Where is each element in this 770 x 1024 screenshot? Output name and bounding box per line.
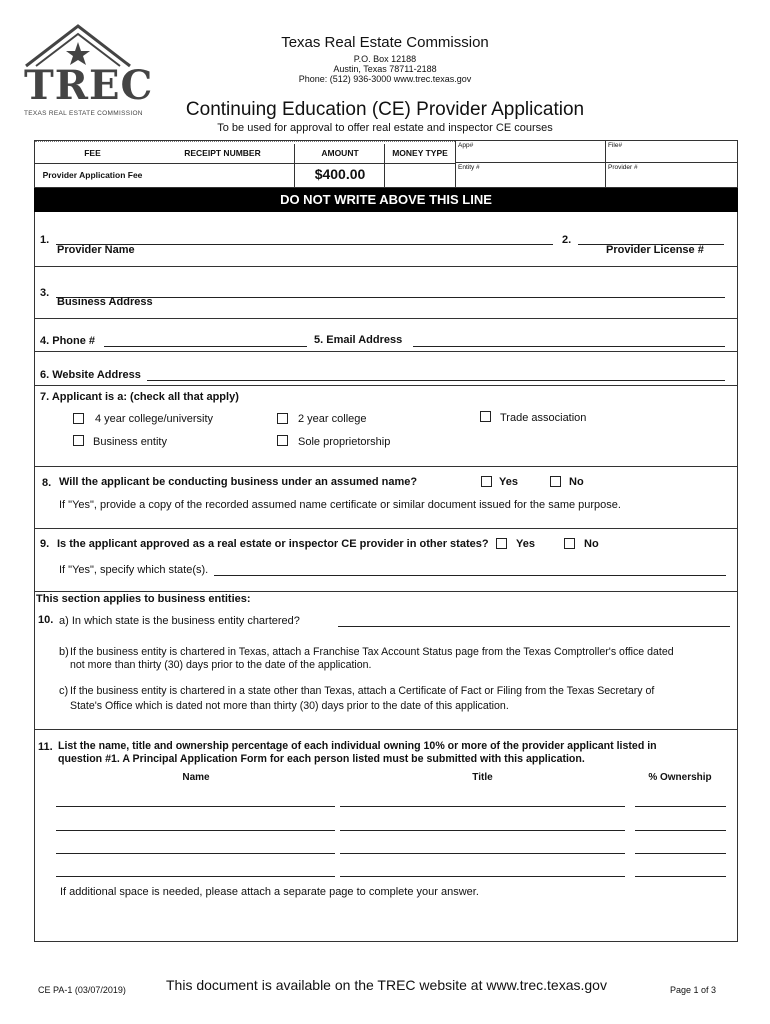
do-not-write-banner: DO NOT WRITE ABOVE THIS LINE [34, 188, 738, 212]
q8-no-label: No [569, 476, 584, 488]
q10-c-line1: If the business entity is chartered in a state other than Texas, attach a Certificate of Fact or Filing from the Texas Secretary of [70, 685, 655, 697]
q8-note: If "Yes", provide a copy of the recorded assumed name certificate or similar document issued for the same purpose. [59, 499, 621, 511]
col-ownership-header: % Ownership [648, 772, 712, 783]
business-address-input[interactable] [56, 297, 725, 298]
form-title: Continuing Education (CE) Provider Application [185, 99, 585, 120]
website-availability: This document is available on the TREC website at www.trec.texas.gov [166, 977, 607, 993]
receipt-number-cell[interactable] [151, 165, 293, 185]
owner-1-name-input[interactable] [56, 806, 335, 807]
money-type-cell[interactable] [386, 165, 454, 185]
website-label: 6. Website Address [40, 369, 141, 381]
q2-number: 2. [562, 234, 572, 246]
provider-number-label: Provider # [608, 164, 638, 171]
owner-4-title-input[interactable] [340, 876, 625, 877]
fee-table [34, 140, 738, 188]
q1-number: 1. [40, 234, 50, 246]
q10-number: 10. [38, 614, 54, 626]
trec-logo [22, 22, 154, 120]
amount-value: $400.00 [314, 166, 366, 182]
entity-number-label: Entity # [458, 164, 480, 171]
checkbox-sole-proprietorship[interactable] [277, 435, 288, 446]
q8-no-checkbox[interactable] [550, 476, 561, 487]
q11-line1: List the name, title and ownership percentage of each individual owning 10% or more of the provider applicant listed in [58, 740, 657, 752]
page-number: Page 1 of 3 [670, 985, 717, 995]
q11-line2: question #1. A Principal Application Form for each person listed must be submitted with this application. [58, 753, 585, 765]
option-business-entity: Business entity [93, 436, 167, 448]
owner-3-title-input[interactable] [340, 853, 625, 854]
q9-note: If "Yes", specify which state(s). [59, 564, 209, 576]
q11-note: If additional space is needed, please attach a separate page to complete your answer. [60, 886, 479, 898]
logo-text: TREC [24, 62, 154, 109]
phone-input[interactable] [104, 346, 307, 347]
q9-question: Is the applicant approved as a real estate or inspector CE provider in other states? [57, 538, 489, 550]
email-label: 5. Email Address [314, 334, 403, 346]
q10-b-line1: If the business entity is chartered in Texas, attach a Franchise Tax Account Status page from the Texas Comptroller's office dated [70, 646, 674, 658]
org-name: Texas Real Estate Commission [281, 34, 489, 51]
q10-b-prefix: b) [59, 646, 69, 658]
owner-3-name-input[interactable] [56, 853, 335, 854]
owner-3-ownership-input[interactable] [635, 853, 726, 854]
q3-number: 3. [40, 287, 50, 299]
q11-number: 11. [38, 741, 53, 753]
q9-yes-checkbox[interactable] [496, 538, 507, 549]
q9-states-input[interactable] [214, 575, 726, 576]
provider-name-label: Provider Name [57, 244, 135, 256]
checkbox-4yr-college[interactable] [73, 413, 84, 424]
q8-number: 8. [42, 477, 52, 489]
receipt-number-header: RECEIPT NUMBER [184, 148, 261, 158]
website-input[interactable] [147, 380, 725, 381]
amount-header: AMOUNT [321, 148, 359, 158]
fee-header: FEE [84, 148, 101, 158]
app-number-label: App# [458, 142, 474, 149]
owner-2-title-input[interactable] [340, 830, 625, 831]
charter-state-input[interactable] [338, 626, 730, 627]
address-line-2: Austin, Texas 78711-2188 [333, 64, 437, 74]
checkbox-2yr-college[interactable] [277, 413, 288, 424]
file-number-label: File# [608, 142, 623, 149]
option-2yr-college: 2 year college [298, 413, 367, 425]
fee-row-label: Provider Application Fee [42, 170, 143, 180]
form-id: CE PA-1 (03/07/2019) [38, 985, 126, 995]
option-trade-association: Trade association [500, 412, 587, 424]
q9-yes-label: Yes [516, 538, 535, 550]
business-section-heading: This section applies to business entities: [36, 593, 251, 605]
q10-b-line2: not more than thirty (30) days prior to the date of the application. [70, 659, 372, 671]
col-name-header: Name [182, 772, 210, 783]
option-4yr-college: 4 year college/university [95, 413, 214, 425]
option-sole-proprietorship: Sole proprietorship [298, 436, 391, 448]
q8-yes-checkbox[interactable] [481, 476, 492, 487]
q8-yes-label: Yes [499, 476, 518, 488]
col-title-header: Title [472, 772, 493, 783]
email-input[interactable] [413, 346, 725, 347]
q8-question: Will the applicant be conducting business under an assumed name? [59, 476, 418, 488]
q10-c-line2: State's Office which is dated not more than thirty (30) days prior to the date of this application. [70, 700, 509, 712]
applicant-type-label: 7. Applicant is a: (check all that apply) [40, 391, 239, 403]
owner-1-title-input[interactable] [340, 806, 625, 807]
contact-line: Phone: (512) 936-3000 www.trec.texas.gov [298, 74, 472, 84]
owner-4-ownership-input[interactable] [635, 876, 726, 877]
q10-c-prefix: c) [59, 685, 69, 697]
owner-2-ownership-input[interactable] [635, 830, 726, 831]
money-type-header: MONEY TYPE [392, 148, 448, 158]
business-address-label: Business Address [57, 296, 153, 308]
form-body [34, 212, 738, 942]
owner-4-name-input[interactable] [56, 876, 335, 877]
owner-2-name-input[interactable] [56, 830, 335, 831]
checkbox-trade-association[interactable] [480, 411, 491, 422]
logo-subtitle: TEXAS REAL ESTATE COMMISSION [24, 110, 143, 117]
owner-1-ownership-input[interactable] [635, 806, 726, 807]
q9-number: 9. [40, 538, 50, 550]
q9-no-label: No [584, 538, 599, 550]
provider-license-label: Provider License # [606, 244, 704, 256]
q10-a-text: a) In which state is the business entity chartered? [59, 615, 300, 627]
q9-no-checkbox[interactable] [564, 538, 575, 549]
address-line-1: P.O. Box 12188 [353, 54, 417, 64]
checkbox-business-entity[interactable] [73, 435, 84, 446]
phone-label: 4. Phone # [40, 335, 96, 347]
form-subtitle: To be used for approval to offer real estate and inspector CE courses [217, 122, 553, 134]
